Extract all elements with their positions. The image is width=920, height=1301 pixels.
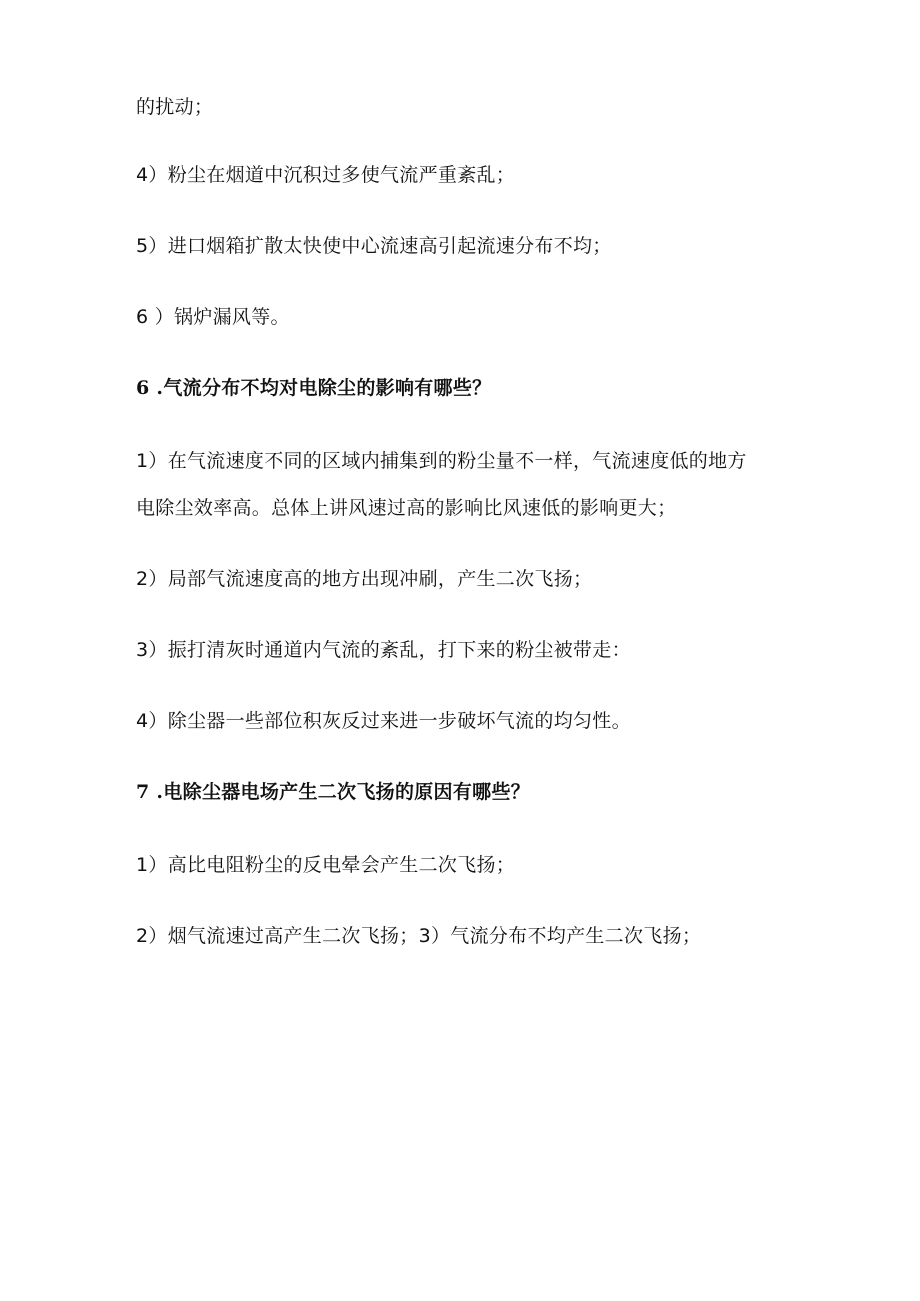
list-item: 1）在气流速度不同的区域内捕集到的粉尘量不一样，气流速度低的地方	[136, 450, 747, 472]
list-item: 6 ）锅炉漏风等。	[136, 306, 290, 328]
list-item: 3）振打清灰时通道内气流的紊乱，打下来的粉尘被带走：	[136, 639, 631, 661]
section-heading: 7 .电除尘器电场产生二次飞扬的原因有哪些？	[136, 781, 531, 803]
list-item: 2）局部气流速度高的地方出现冲刷，产生二次飞扬；	[136, 568, 593, 590]
list-item: 4）粉尘在烟道中沉积过多使气流严重紊乱；	[136, 164, 516, 186]
list-item: 4）除尘器一些部位积灰反过来进一步破坏气流的均匀性。	[136, 710, 631, 732]
section-heading: 6 .气流分布不均对电除尘的影响有哪些？	[136, 377, 492, 399]
paragraph-line: 电除尘效率高。总体上讲风速过高的影响比风速低的影响更大；	[136, 497, 677, 519]
list-item: 2）烟气流速过高产生二次飞扬；3）气流分布不均产生二次飞扬；	[136, 925, 702, 947]
list-item: 5）进口烟箱扩散太快使中心流速高引起流速分布不均；	[136, 235, 612, 257]
paragraph-line: 的扰动；	[136, 96, 214, 118]
list-item: 1）高比电阻粉尘的反电晕会产生二次飞扬；	[136, 854, 516, 876]
